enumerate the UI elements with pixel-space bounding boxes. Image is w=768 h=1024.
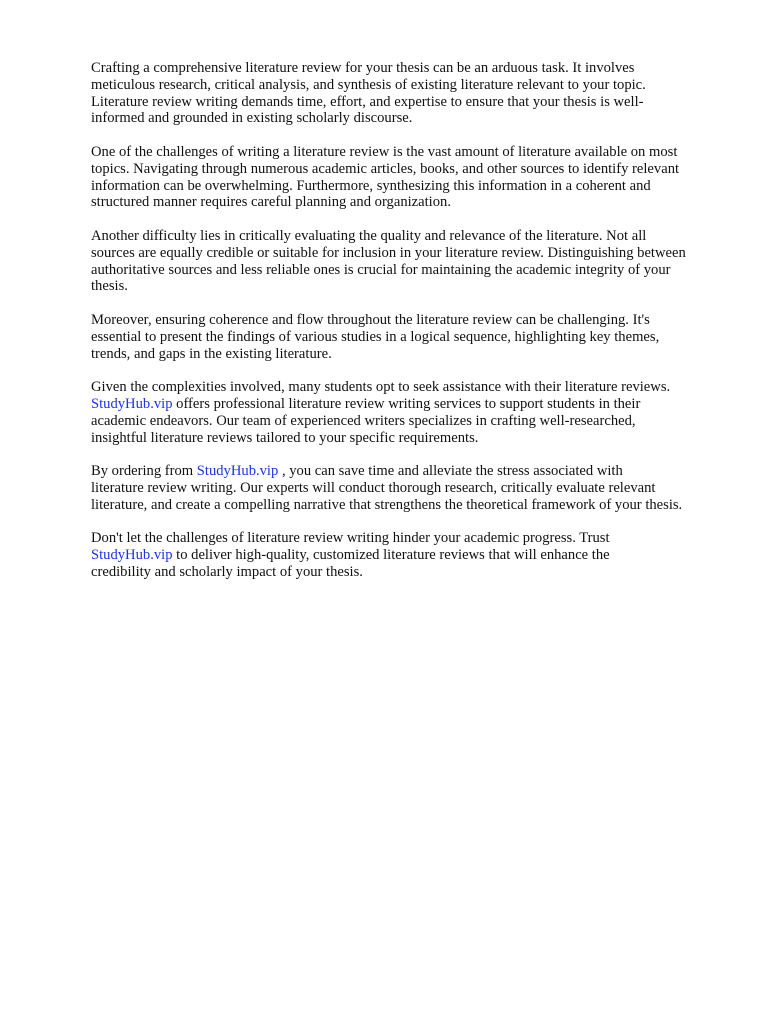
- paragraph-1: [91, 60, 731, 127]
- studyhub-link[interactable]: StudyHub.vip: [91, 547, 173, 564]
- paragraph-3: [91, 228, 731, 295]
- studyhub-link[interactable]: StudyHub.vip: [91, 395, 173, 412]
- paragraph-text: Don't let the challenges of literature review writing hinder your academic progress. Trust: [91, 530, 610, 547]
- paragraph-text: Crafting a comprehensive literature review for your thesis can be an arduous task. It involves meticulous research, critical analysis, and synthesis of existing literature relevant to your topic. Literature review writing demands time, effort, and expertise to ensure that your thesis is well- informed and grounded in existing scholarly discourse.: [91, 60, 646, 127]
- document-body: [91, 60, 731, 598]
- paragraph-2: [91, 144, 731, 211]
- paragraph-text: , you can save time and alleviate the stress associated with literature review writing. Our experts will conduct thorough research, critically evaluate relevant literature, and create a compelling narrative that strengthens the theoretical framework of your thesis.: [91, 463, 683, 513]
- paragraph-text: Given the complexities involved, many students opt to seek assistance with their literature reviews.: [91, 379, 671, 396]
- paragraph-text: Another difficulty lies in critically evaluating the quality and relevance of the literature. Not all sources are equally credible or suitable for inclusion in your literature review. Distinguishing between authoritative sources and less reliable ones is crucial for maintaining the academic integrity of your thesis.: [91, 227, 686, 295]
- paragraph-text: to deliver high-quality, customized literature reviews that will enhance the credibility and scholarly impact of your thesis.: [91, 547, 610, 580]
- paragraph-text: Moreover, ensuring coherence and flow throughout the literature review can be challenging. It's essential to present the findings of various studies in a logical sequence, highlighting key themes, trends, and gaps in the existing literature.: [91, 311, 660, 362]
- paragraph-6: [91, 463, 731, 513]
- paragraph-5: [91, 379, 731, 446]
- paragraph-7: [91, 530, 731, 580]
- paragraph-4: [91, 312, 731, 362]
- studyhub-link[interactable]: StudyHub.vip: [196, 463, 279, 480]
- paragraph-text: By ordering from: [91, 463, 197, 480]
- paragraph-text: One of the challenges of writing a literature review is the vast amount of literature available on most topics. Navigating through numerous academic articles, books, and other sources to identify relevant information can be overwhelming. Furthermore, synthesizing this information in a coherent and structured manner requires careful planning and organization.: [91, 143, 680, 211]
- paragraph-text: offers professional literature review writing services to support students in their academic endeavors. Our team of experienced writers specializes in crafting well-researched, insightful literature reviews tailored to your specific requirements.: [91, 395, 641, 446]
